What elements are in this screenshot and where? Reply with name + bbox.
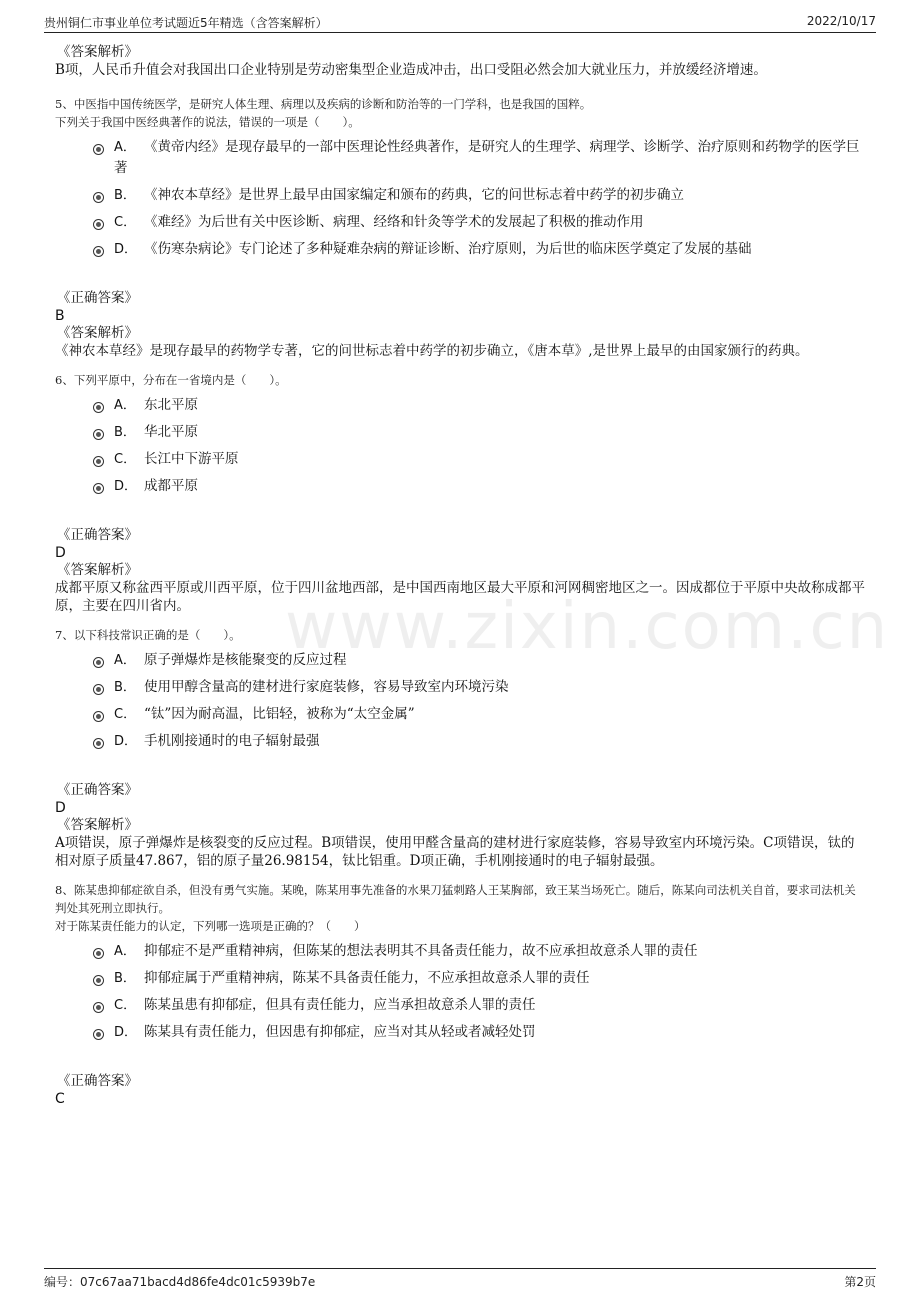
radio-icon[interactable] [93, 429, 104, 440]
option-d[interactable]: D． 陈某具有责任能力，但因患有抑郁症，应当对其从轻或者减轻处罚 [93, 1022, 865, 1043]
analysis-text: 成都平原又称盆西平原或川西平原，位于四川盆地西部，是中国西南地区最大平原和河网稠密地区之一。因成都位于平原中央故称成都平原，主要在四川省内。 [55, 580, 865, 614]
option-b[interactable]: B． 《神农本草经》是世界上最早由国家编定和颁布的药典，它的问世标志着中药学的初步确立 [93, 185, 865, 206]
correct-answer: B [55, 308, 65, 324]
option-d[interactable]: D． 手机刚接通时的电子辐射最强 [93, 731, 865, 752]
question-6 [55, 371, 865, 615]
intro-analysis-block [55, 44, 865, 79]
option-c[interactable]: C． 陈某虽患有抑郁症，但具有责任能力，应当承担故意杀人罪的责任 [93, 995, 865, 1016]
question-7 [55, 626, 865, 870]
correct-answer: C [55, 1091, 65, 1107]
question-stem: 8、陈某患抑郁症欲自杀，但没有勇气实施。某晚，陈某用事先准备的水果刀猛刺路人王某胸部，致王某当场死亡。随后，陈某向司法机关自首，要求司法机关判处其死刑立即执行。 [55, 883, 856, 915]
question-stem: 5、中医指中国传统医学，是研究人体生理、病理以及疾病的诊断和防治等的一门学科，也是我国的国粹。 [55, 97, 592, 111]
question-stem: 6、下列平原中，分布在一省境内是（ ）。 [55, 373, 287, 387]
option-b[interactable]: B． 华北平原 [93, 422, 865, 443]
options-list [93, 395, 865, 497]
document-date: 2022/10/17 [806, 14, 876, 28]
radio-icon[interactable] [93, 711, 104, 722]
option-d[interactable]: D． 成都平原 [93, 476, 865, 497]
radio-icon[interactable] [93, 402, 104, 413]
option-c[interactable]: C． “钛”因为耐高温，比铝轻，被称为“太空金属” [93, 704, 865, 725]
answer-label: 《正确答案》 [57, 782, 138, 798]
radio-icon[interactable] [93, 246, 104, 257]
radio-icon[interactable] [93, 456, 104, 467]
radio-icon[interactable] [93, 1002, 104, 1013]
analysis-text: B项，人民币升值会对我国出口企业特别是劳动密集型企业造成冲击，出口受阻必然会加大就业压力，并放缓经济增速。 [55, 62, 767, 78]
option-a[interactable]: A． 东北平原 [93, 395, 865, 416]
radio-icon[interactable] [93, 975, 104, 986]
question-stem: 7、以下科技常识正确的是（ ）。 [55, 628, 241, 642]
option-a[interactable]: A． 抑郁症不是严重精神病，但陈某的想法表明其不具备责任能力，故不应承担故意杀人罪的责任 [93, 941, 865, 962]
option-a[interactable]: A． 原子弹爆炸是核能聚变的反应过程 [93, 650, 865, 671]
options-list [93, 941, 865, 1043]
radio-icon[interactable] [93, 1029, 104, 1040]
option-c[interactable]: C． 长江中下游平原 [93, 449, 865, 470]
analysis-text: A项错误，原子弹爆炸是核裂变的反应过程。B项错误，使用甲醛含量高的建材进行家庭装修，容易导致室内环境污染。C项错误，钛的相对原子质量47.867，铝的原子量26.98154，钛比铝重。D项正确，手机刚接通时的电子辐射最强。 [55, 835, 855, 869]
watermark: www.zixin.com.cn [285, 590, 890, 664]
answer-label: 《正确答案》 [57, 527, 138, 543]
correct-answer: D [55, 545, 66, 561]
radio-icon[interactable] [93, 192, 104, 203]
question-5 [55, 95, 865, 360]
correct-answer: D [55, 800, 66, 816]
radio-icon[interactable] [93, 144, 104, 155]
question-stem-2: 下列关于我国中医经典著作的说法，错误的一项是（ ）。 [55, 115, 360, 129]
radio-icon[interactable] [93, 483, 104, 494]
answer-label: 《正确答案》 [57, 1073, 138, 1089]
analysis-label: 《答案解析》 [57, 562, 138, 578]
radio-icon[interactable] [93, 657, 104, 668]
answer-label: 《正确答案》 [57, 290, 138, 306]
radio-icon[interactable] [93, 948, 104, 959]
page-content [55, 44, 865, 1108]
option-c[interactable]: C． 《难经》为后世有关中医诊断、病理、经络和针灸等学术的发展起了积极的推动作用 [93, 212, 865, 233]
document-code: 编号：07c67aa71bacd4d86fe4dc01c5939b7e [44, 1275, 316, 1289]
analysis-label: 《答案解析》 [57, 325, 138, 341]
analysis-label: 《答案解析》 [57, 817, 138, 833]
option-b[interactable]: B． 使用甲醇含量高的建材进行家庭装修，容易导致室内环境污染 [93, 677, 865, 698]
page-header [44, 12, 876, 33]
analysis-text: 《神农本草经》是现存最早的药物学专著，它的问世标志着中药学的初步确立，《唐本草》,是世界上最早的由国家颁行的药典。 [55, 343, 809, 359]
question-8 [55, 881, 865, 1108]
radio-icon[interactable] [93, 219, 104, 230]
analysis-label: 《答案解析》 [57, 44, 138, 60]
option-b[interactable]: B． 抑郁症属于严重精神病，陈某不具备责任能力，不应承担故意杀人罪的责任 [93, 968, 865, 989]
radio-icon[interactable] [93, 684, 104, 695]
options-list [93, 137, 865, 260]
question-stem-2: 对于陈某责任能力的认定，下列哪一选项是正确的？（ ） [55, 919, 366, 933]
document-title: 贵州铜仁市事业单位考试题近5年精选（含答案解析） [44, 16, 328, 30]
radio-icon[interactable] [93, 738, 104, 749]
option-a[interactable]: A． 《黄帝内经》是现存最早的一部中医理论性经典著作，是研究人的生理学、病理学、诊断学、治疗原则和药物学的医学巨著 [93, 137, 865, 179]
options-list [93, 650, 865, 752]
page-footer [44, 1268, 876, 1289]
option-d[interactable]: D． 《伤寒杂病论》专门论述了多种疑难杂病的辩证诊断、治疗原则，为后世的临床医学奠定了发展的基础 [93, 239, 865, 260]
page-number: 第2页 [844, 1275, 876, 1289]
